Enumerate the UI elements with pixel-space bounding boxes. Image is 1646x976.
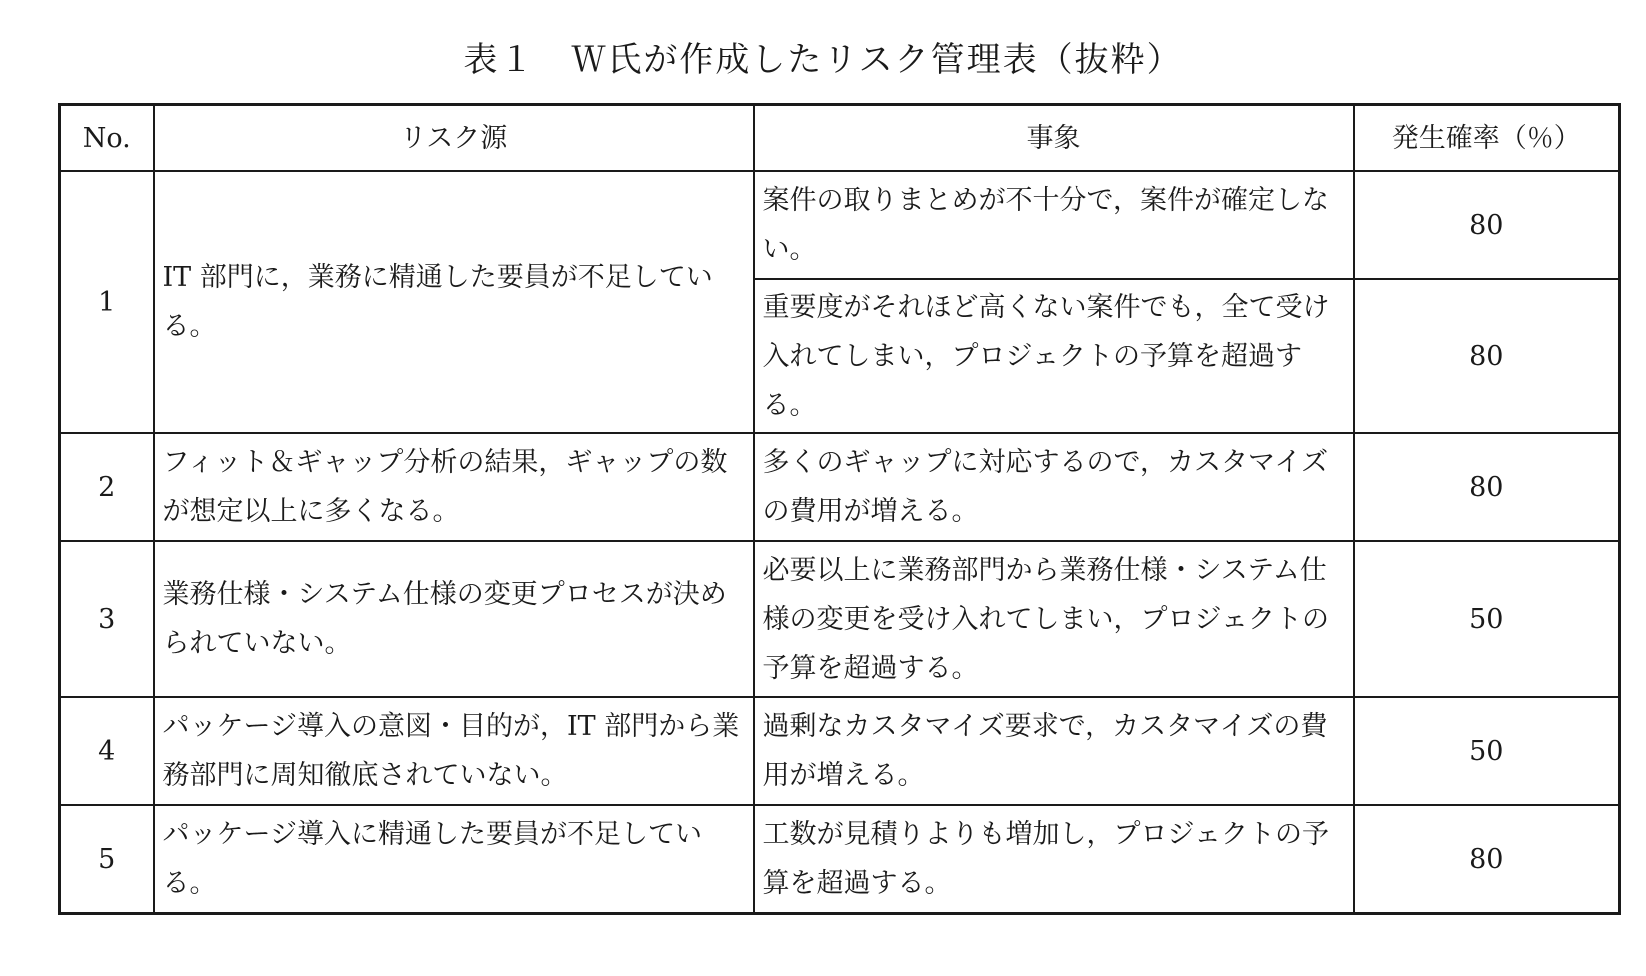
probability-cell: 80 bbox=[1354, 805, 1620, 914]
header-probability: 発生確率（％） bbox=[1354, 105, 1620, 172]
row-number: 2 bbox=[60, 433, 154, 541]
table-row bbox=[60, 697, 1620, 805]
event-cell: 重要度がそれほど高くない案件でも，全て受け入れてしまい，プロジェクトの予算を超過する。 bbox=[754, 279, 1354, 433]
table-row bbox=[60, 541, 1620, 697]
event-cell: 案件の取りまとめが不十分で，案件が確定しない。 bbox=[754, 171, 1354, 279]
row-number: 5 bbox=[60, 805, 154, 914]
table-row bbox=[60, 171, 1620, 279]
probability-cell: 80 bbox=[1354, 433, 1620, 541]
probability-cell: 80 bbox=[1354, 171, 1620, 279]
header-no: No. bbox=[60, 105, 154, 172]
table-row bbox=[60, 433, 1620, 541]
header-risk-source: リスク源 bbox=[154, 105, 754, 172]
risk-source-cell: 業務仕様・システム仕様の変更プロセスが決められていない。 bbox=[154, 541, 754, 697]
table-row bbox=[60, 805, 1620, 914]
event-cell: 多くのギャップに対応するので，カスタマイズの費用が増える。 bbox=[754, 433, 1354, 541]
probability-cell: 50 bbox=[1354, 541, 1620, 697]
risk-source-cell: フィット＆ギャップ分析の結果，ギャップの数が想定以上に多くなる。 bbox=[154, 433, 754, 541]
event-cell: 過剰なカスタマイズ要求で，カスタマイズの費用が増える。 bbox=[754, 697, 1354, 805]
row-number: 1 bbox=[60, 171, 154, 433]
risk-source-cell: パッケージ導入の意図・目的が，IT 部門から業務部門に周知徹底されていない。 bbox=[154, 697, 754, 805]
event-cell: 工数が見積りよりも増加し，プロジェクトの予算を超過する。 bbox=[754, 805, 1354, 914]
event-cell: 必要以上に業務部門から業務仕様・システム仕様の変更を受け入れてしまい，プロジェクトの予算を超過する。 bbox=[754, 541, 1354, 697]
row-number: 3 bbox=[60, 541, 154, 697]
probability-cell: 50 bbox=[1354, 697, 1620, 805]
risk-source-cell: IT 部門に，業務に精通した要員が不足している。 bbox=[154, 171, 754, 433]
probability-cell: 80 bbox=[1354, 279, 1620, 433]
risk-source-cell: パッケージ導入に精通した要員が不足している。 bbox=[154, 805, 754, 914]
risk-management-table bbox=[58, 103, 1621, 915]
header-row bbox=[60, 105, 1620, 172]
header-event: 事象 bbox=[754, 105, 1354, 172]
row-number: 4 bbox=[60, 697, 154, 805]
table-title: 表１ Ｗ氏が作成したリスク管理表（抜粋） bbox=[463, 40, 1183, 80]
